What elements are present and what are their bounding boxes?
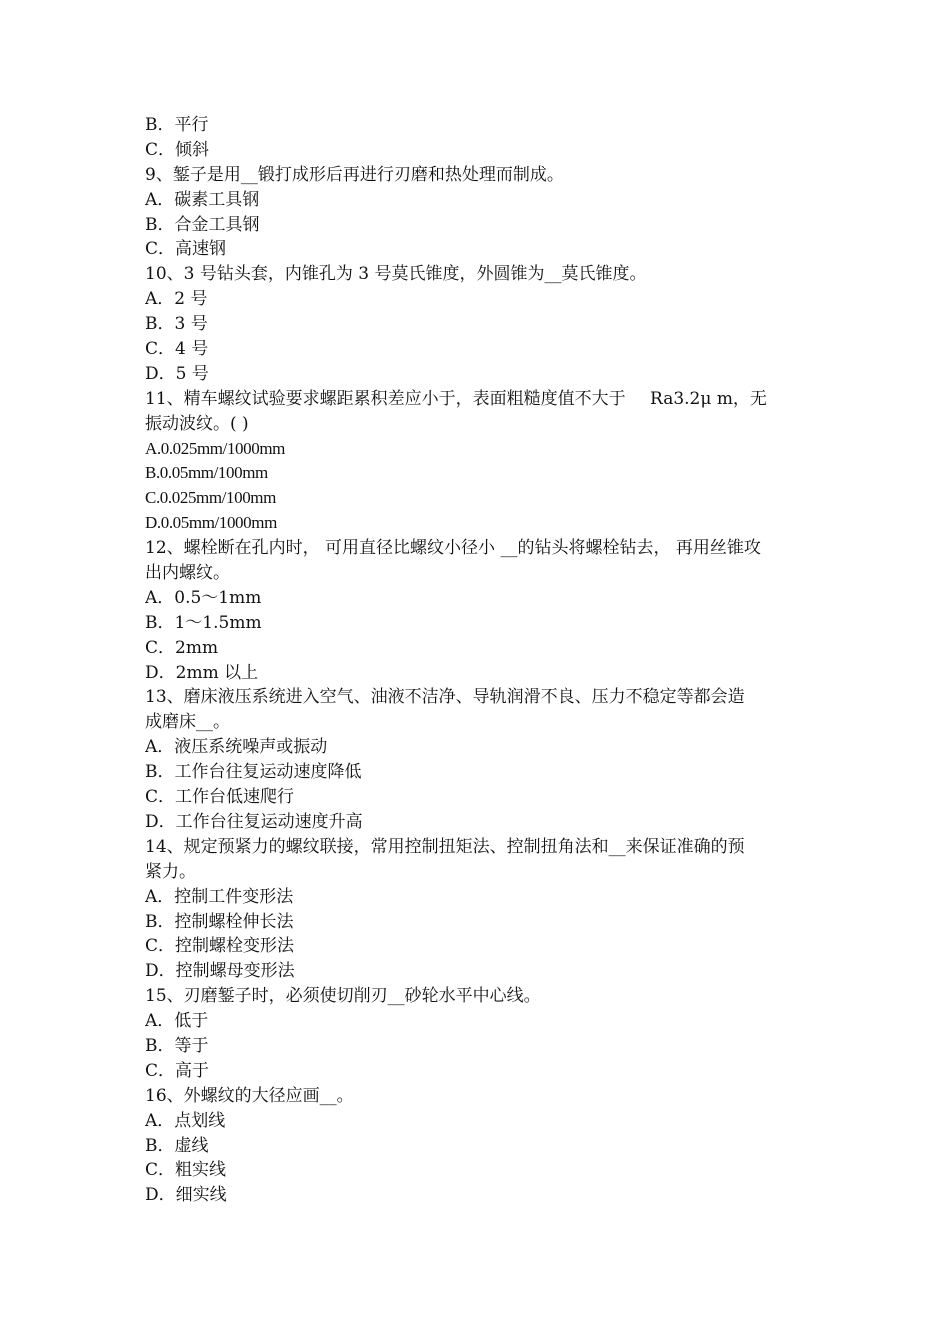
option-line: C．4 号 <box>145 339 209 360</box>
option-line: D.0.05mm/1000mm <box>145 513 277 533</box>
option-line: B.0.05mm/100mm <box>145 463 268 483</box>
option-line: A．控制工件变形法 <box>145 886 294 907</box>
option-line: C．高于 <box>145 1060 210 1081</box>
question-13-line-1: 13、磨床液压系统进入空气、油液不洁净、导轨润滑不良、压力不稳定等都会造 <box>145 687 745 708</box>
option-line: B．等于 <box>145 1035 209 1056</box>
option-line: B．控制螺栓伸长法 <box>145 911 294 932</box>
text-line: B．平行 <box>145 115 209 135</box>
document-page <box>145 113 810 1208</box>
option-line: D．工作台往复运动速度升高 <box>145 811 363 832</box>
option-line: A.0.025mm/1000mm <box>145 438 285 458</box>
option-line: C．控制螺栓变形法 <box>145 936 295 957</box>
option-line: B．合金工具钢 <box>145 214 260 235</box>
option-line: D．细实线 <box>145 1185 227 1206</box>
option-line: A．碳素工具钢 <box>145 189 260 210</box>
question-11-line-2: 振动波纹。( ) <box>145 413 249 434</box>
option-line: A．2 号 <box>145 289 208 310</box>
option-line: C．2mm <box>145 637 219 658</box>
option-line: B．工作台往复运动速度降低 <box>145 762 362 783</box>
option-line: C．工作台低速爬行 <box>145 787 295 808</box>
question-14-line-1: 14、规定预紧力的螺纹联接，常用控制扭矩法、控制扭角法和__来保证准确的预 <box>145 836 745 857</box>
option-line: B．1～1.5mm <box>145 612 262 633</box>
question-13-line-2: 成磨床__。 <box>145 712 230 733</box>
option-line: A．低于 <box>145 1011 209 1032</box>
option-line: C.0.025mm/100mm <box>145 488 276 508</box>
option-line: C．高速钢 <box>145 239 227 260</box>
option-line: B．虚线 <box>145 1135 209 1156</box>
option-line: A．点划线 <box>145 1110 226 1131</box>
text-line: C．倾斜 <box>145 139 210 160</box>
question-9: 9、錾子是用__锻打成形后再进行刃磨和热处理而制成。 <box>145 164 564 185</box>
option-line: C．粗实线 <box>145 1160 227 1181</box>
option-line: A．0.5～1mm <box>145 587 262 608</box>
option-line: D．5 号 <box>145 363 209 384</box>
option-line: D．2mm 以上 <box>145 662 259 683</box>
option-line: B．3 号 <box>145 314 208 335</box>
question-12-line-2: 出内螺纹。 <box>145 563 230 584</box>
question-14-line-2: 紧力。 <box>145 861 196 882</box>
option-line: D．控制螺母变形法 <box>145 961 295 982</box>
question-11-spec: Ra3.2μ m，无 <box>650 388 767 409</box>
question-12-line-1: 12、螺栓断在孔内时， 可用直径比螺纹小径小 __的钻头将螺栓钻去， 再用丝锥攻 <box>145 538 761 559</box>
question-11-line-1 <box>145 387 810 412</box>
question-15: 15、刃磨錾子时，必须使切削刃__砂轮水平中心线。 <box>145 986 541 1007</box>
question-16: 16、外螺纹的大径应画__。 <box>145 1085 354 1106</box>
option-line: A．液压系统噪声或振动 <box>145 737 328 758</box>
question-10: 10、3 号钻头套，内锥孔为 3 号莫氏锥度，外圆锥为__莫氏锥度。 <box>145 264 647 285</box>
question-11-text: 11、精车螺纹试验要求螺距累积差应小于，表面粗糙度值不大于 <box>145 388 626 409</box>
